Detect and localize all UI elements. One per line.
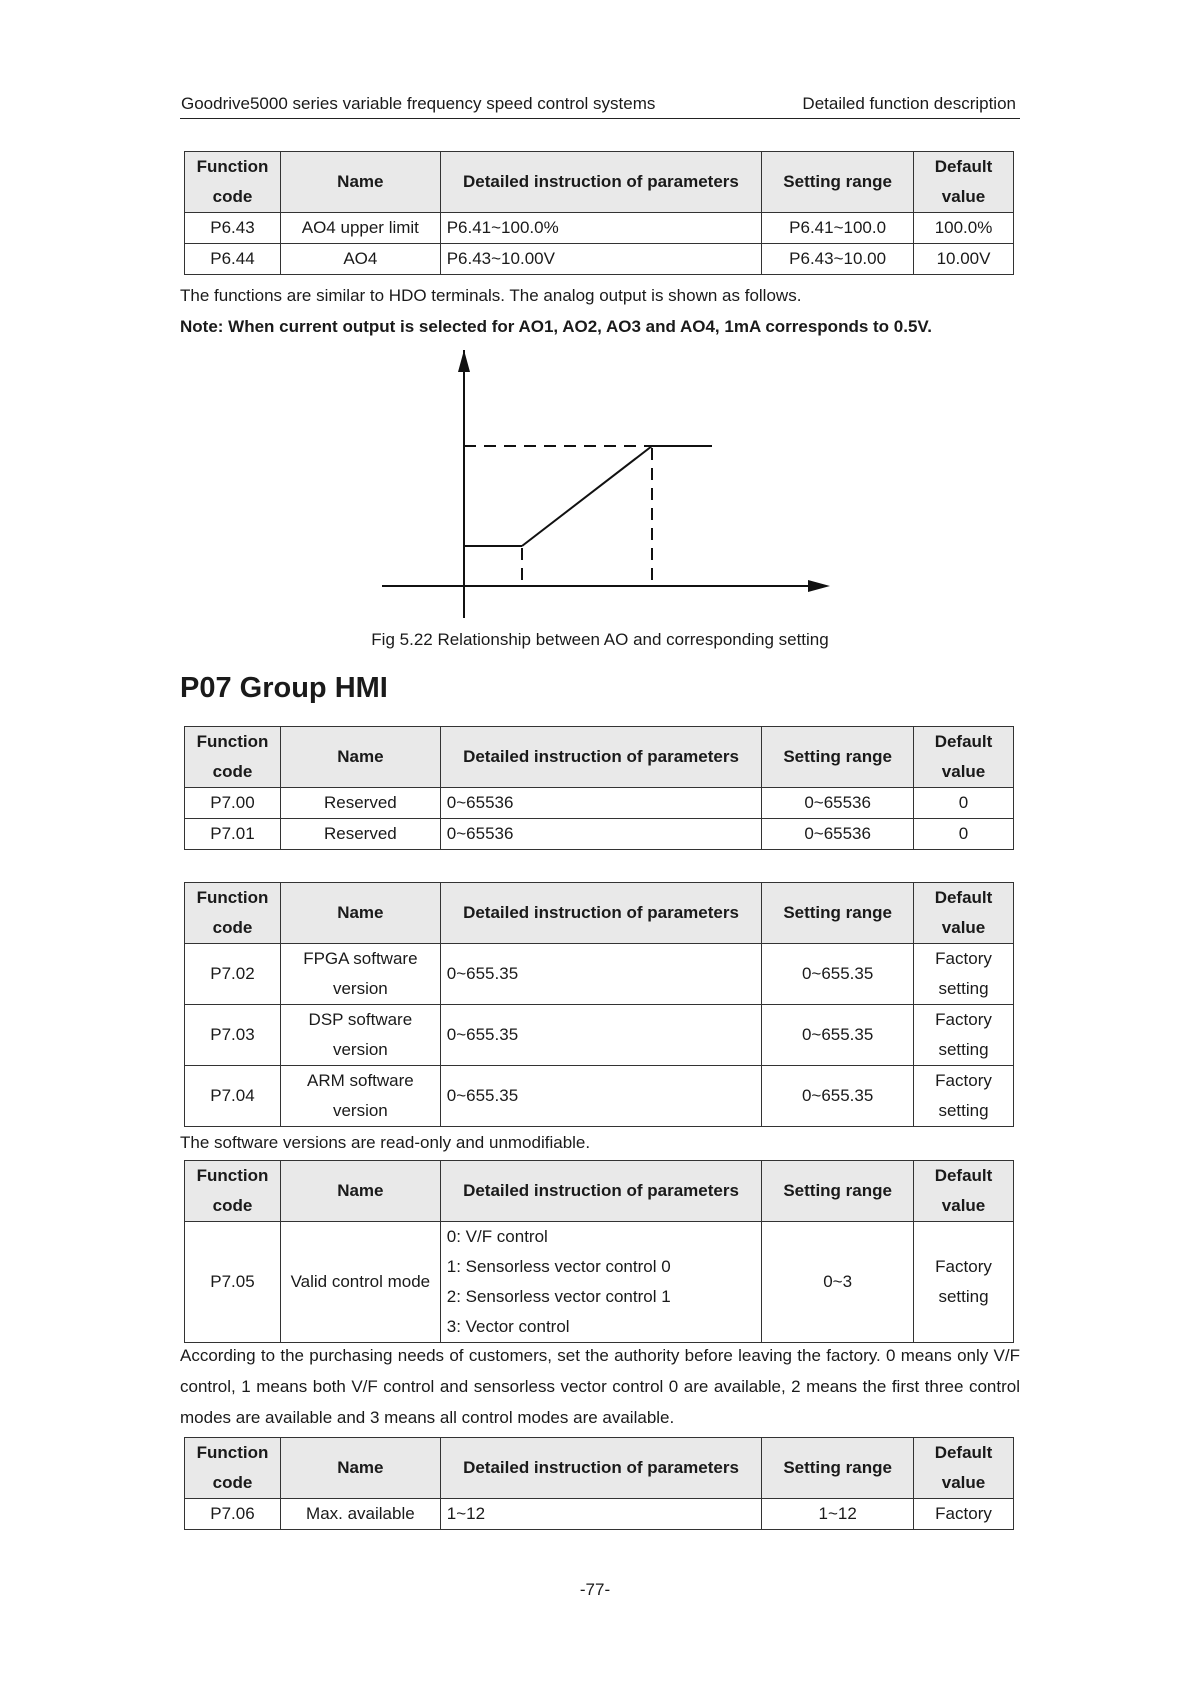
cell-code: P7.02 [185,944,281,1005]
param-table-p7-max-available [184,1437,1014,1530]
cell-name: DSP software version [280,1005,440,1066]
option-3: 3: Vector control [446,1317,570,1336]
table-header-row [185,1161,1014,1222]
note-text: Note: When current output is selected for AO1, AO2, AO3 and AO4, 1mA corresponds to 0.5V. [180,317,932,336]
cell-detail-options [440,1222,762,1343]
cell-name: AO4 upper limit [280,213,440,244]
param-table-p7-reserved [184,726,1014,850]
cell-name: Valid control mode [280,1222,440,1343]
table-row [185,944,1014,1005]
col-default: Default value [914,152,1014,213]
table-header-row [185,152,1014,213]
table-row [185,1066,1014,1127]
cell-name: ARM software version [280,1066,440,1127]
cell-name: Max. available [280,1499,440,1530]
cell-detail: P6.43~10.00V [440,244,761,275]
table-row [185,1499,1014,1530]
col-setting-range: Setting range [762,883,914,944]
ao-relationship-diagram [370,350,830,620]
cell-default: 0 [914,819,1014,850]
option-2: 2: Sensorless vector control 1 [446,1287,671,1306]
software-readonly-text: The software versions are read-only and unmodifiable. [180,1133,591,1152]
header-section: Detailed function description [802,94,1016,113]
col-setting-range: Setting range [762,1161,914,1222]
cell-range: 0~655.35 [762,1066,914,1127]
col-function-code: Function code [185,883,281,944]
cell-default: 10.00V [914,244,1014,275]
col-detail: Detailed instruction of parameters [440,883,761,944]
cell-detail: 0~655.35 [440,1066,761,1127]
option-0: 0: V/F control [446,1227,548,1246]
cell-range: 0~3 [762,1222,914,1343]
col-name: Name [280,727,440,788]
cell-code: P6.44 [185,244,281,275]
col-default: Default value [914,1161,1014,1222]
cell-default: 0 [914,788,1014,819]
cell-range: P6.41~100.0 [762,213,914,244]
col-name: Name [280,152,440,213]
cell-range: 0~65536 [762,788,914,819]
cell-name: Reserved [280,788,440,819]
cell-default: Factory setting [914,944,1014,1005]
cell-detail: 1~12 [440,1499,761,1530]
col-setting-range: Setting range [762,1438,914,1499]
page-header [180,92,1020,119]
table-row [185,788,1014,819]
col-name: Name [280,883,440,944]
cell-detail: 0~655.35 [440,1005,761,1066]
col-setting-range: Setting range [762,727,914,788]
cell-name: AO4 [280,244,440,275]
table-row [185,1005,1014,1066]
col-name: Name [280,1438,440,1499]
y-axis-arrow [458,350,470,372]
cell-code: P6.43 [185,213,281,244]
cell-code: P7.00 [185,788,281,819]
analog-output-text: The functions are similar to HDO terminals. The analog output is shown as follows. [180,286,802,305]
cell-default: Factory setting [914,1066,1014,1127]
option-1: 1: Sensorless vector control 0 [446,1257,671,1276]
cell-default: Factory setting [914,1005,1014,1066]
cell-default: Factory [914,1499,1014,1530]
cell-code: P7.06 [185,1499,281,1530]
cell-range: 1~12 [762,1499,914,1530]
table-row [185,213,1014,244]
cell-code: P7.05 [185,1222,281,1343]
cell-detail: 0~655.35 [440,944,761,1005]
col-function-code: Function code [185,1161,281,1222]
cell-default: 100.0% [914,213,1014,244]
col-setting-range: Setting range [762,152,914,213]
cell-code: P7.03 [185,1005,281,1066]
cell-code: P7.04 [185,1066,281,1127]
col-function-code: Function code [185,1438,281,1499]
cell-name: Reserved [280,819,440,850]
table-row [185,1222,1014,1343]
x-axis-arrow [808,580,830,592]
header-title: Goodrive5000 series variable frequency speed control systems [181,94,656,113]
col-name: Name [280,1161,440,1222]
table-row [185,244,1014,275]
cell-range: 0~655.35 [762,1005,914,1066]
cell-detail: 0~65536 [440,788,761,819]
table-header-row [185,727,1014,788]
col-detail: Detailed instruction of parameters [440,1161,762,1222]
cell-range: 0~65536 [762,819,914,850]
cell-default: Factory setting [914,1222,1014,1343]
col-detail: Detailed instruction of parameters [440,727,761,788]
col-default: Default value [914,727,1014,788]
col-detail: Detailed instruction of parameters [440,152,761,213]
col-detail: Detailed instruction of parameters [440,1438,761,1499]
cell-code: P7.01 [185,819,281,850]
col-default: Default value [914,883,1014,944]
param-table-p7-control-mode [184,1160,1014,1343]
cell-range: 0~655.35 [762,944,914,1005]
col-default: Default value [914,1438,1014,1499]
cell-detail: P6.41~100.0% [440,213,761,244]
table-header-row [185,1438,1014,1499]
col-function-code: Function code [185,152,281,213]
authority-text: According to the purchasing needs of customers, set the authority before leaving the factory. 0 means only V/F control, 1 means both V/F control and sensorless vector control 0 are available, 2 means the first three control modes are available and 3 means all control modes are available. [180,1346,1020,1427]
figure-caption: Fig 5.22 Relationship between AO and corresponding setting [371,630,829,649]
param-table-p6 [184,151,1014,275]
page-number: -77- [579,1580,611,1599]
section-title: P07 Group HMI [180,672,388,704]
cell-detail: 0~65536 [440,819,761,850]
col-function-code: Function code [185,727,281,788]
cell-name: FPGA software version [280,944,440,1005]
ramp-line [522,446,652,546]
table-row [185,819,1014,850]
cell-range: P6.43~10.00 [762,244,914,275]
table-header-row [185,883,1014,944]
param-table-p7-versions [184,882,1014,1127]
